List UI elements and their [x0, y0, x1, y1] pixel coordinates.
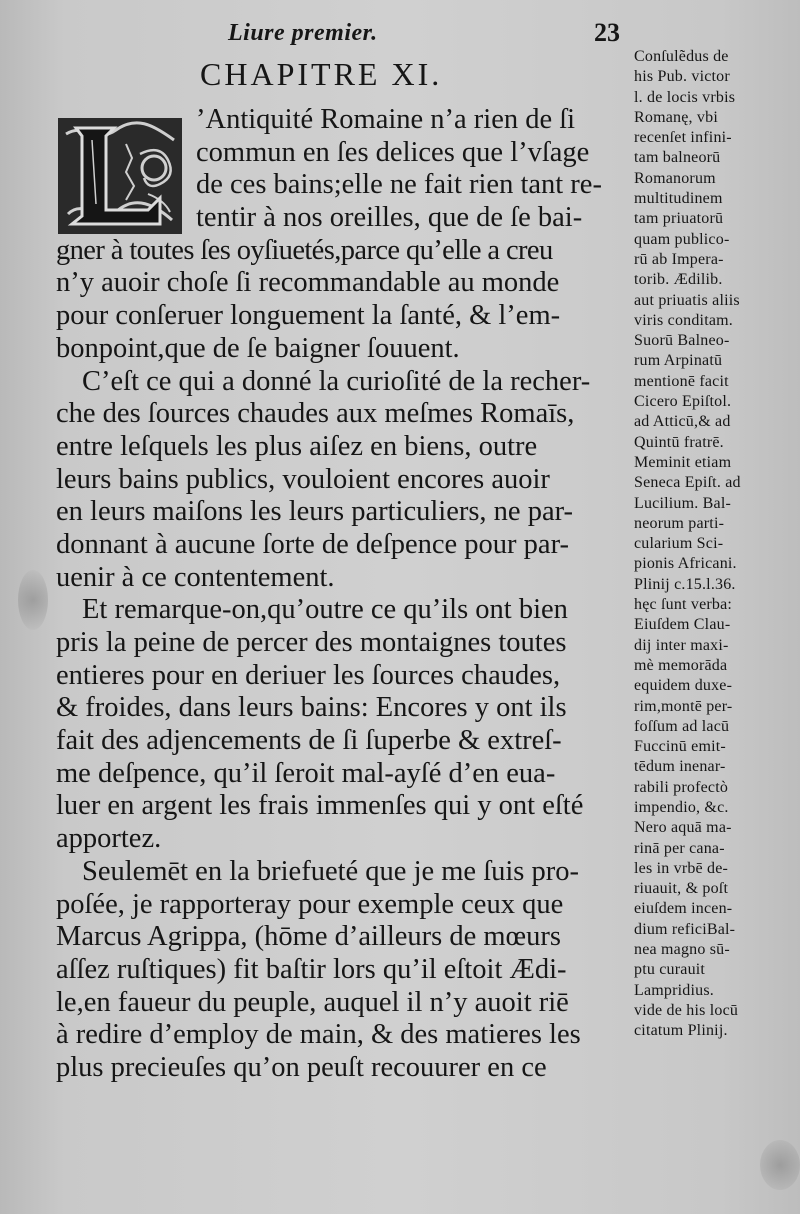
- margin-note-line: cularium Sci-: [634, 535, 724, 553]
- text-line: & froides, dans leurs bains: Encores y ont ils: [56, 692, 567, 724]
- text-line: Marcus Agrippa, (hōme d’ailleurs de mœurs: [56, 921, 561, 953]
- margin-note-line: tam balneorū: [634, 149, 721, 167]
- margin-note-line: l. de locis vrbis: [634, 88, 736, 106]
- text-line: leurs bains publics, vouloient encores auoir: [56, 463, 550, 495]
- page-number: 23: [594, 18, 620, 47]
- paper-stain: [760, 1140, 800, 1190]
- margin-note-line: torib. Ædilib.: [634, 271, 723, 289]
- margin-note-line: Suorū Balneo-: [634, 332, 730, 350]
- text-line: plus precieuſes qu’on peuſt recouurer en ce: [56, 1051, 547, 1083]
- margin-note-line: Fuccinū emit-: [634, 738, 726, 756]
- margin-note-line: Plinij c.15.l.36.: [634, 575, 736, 593]
- running-header: Liure premier.: [228, 20, 378, 46]
- text-line: ’Antiquité Romaine n’a rien de ſi: [196, 104, 576, 135]
- margin-note-line: rabili profectò: [634, 778, 729, 796]
- margin-note-line: vide de his locū: [634, 1001, 739, 1019]
- margin-note-line: Quintū fratrē.: [634, 433, 724, 451]
- text-line: che des ſources chaudes aux meſmes Romaīs,: [56, 398, 575, 430]
- margin-note-line: dium reficiBal-: [634, 920, 736, 938]
- margin-note-line: mè memorāda: [634, 656, 728, 674]
- margin-note-line: aut priuatis aliis: [634, 291, 740, 309]
- chapter-heading: CHAPITRE XI.: [200, 56, 443, 92]
- margin-note-line: rū ab Impera-: [634, 250, 724, 268]
- text-line: n’y auoir choſe ſi recommandable au monde: [56, 267, 560, 299]
- margin-note-line: tēdum inenar-: [634, 758, 726, 776]
- margin-note-line: riuauit, & poſt: [634, 880, 729, 898]
- margin-note-line: quam publico-: [634, 230, 730, 248]
- margin-note-line: Romanę, vbi: [634, 108, 718, 126]
- text-line: en leurs maiſons les leurs particuliers, ne par-: [56, 496, 574, 528]
- margin-note-line: neorum parti-: [634, 514, 725, 532]
- margin-note-line: Nero aquā ma-: [634, 819, 732, 837]
- margin-note-line: impendio, &c.: [634, 798, 729, 816]
- margin-note-line: citatum Plinij.: [634, 1022, 728, 1040]
- margin-note-line: viris conditam.: [634, 311, 733, 329]
- text-line: bonpoint,que de ſe baigner ſouuent.: [56, 332, 460, 364]
- text-line: commun en ſes delices que l’vſage: [196, 136, 590, 168]
- margin-note-line: Eiuſdem Clau-: [634, 616, 731, 634]
- margin-note-line: eiuſdem incen-: [634, 900, 733, 918]
- paper-stain: [18, 570, 48, 630]
- text-line: Seulemēt en la briefueté que je me ſuis pro-: [82, 855, 579, 887]
- margin-note-line: Lampridius.: [634, 981, 714, 999]
- margin-notes: [634, 47, 796, 1042]
- margin-note-line: equidem duxe-: [634, 677, 733, 695]
- margin-note-line: rinā per cana-: [634, 839, 725, 857]
- text-line: pour conſeruer longuement la ſanté, & l’em-: [56, 300, 561, 332]
- margin-note-line: Lucilium. Bal-: [634, 494, 732, 512]
- text-line: entieres pour en deriuer les ſources chaudes,: [56, 659, 561, 691]
- text-line: entre leſquels les plus aiſez en biens, outre: [56, 430, 538, 462]
- text-line: Et remarque-on,qu’outre ce qu’ils ont bien: [82, 594, 568, 626]
- text-line: de ces bains;elle ne fait rien tant re-: [196, 169, 602, 201]
- text-line: uenir à ce contentement.: [56, 561, 335, 593]
- margin-note-line: nea magno sū-: [634, 941, 730, 959]
- margin-note-line: ad Atticū,& ad: [634, 413, 731, 431]
- margin-note-line: pionis Africani.: [634, 555, 737, 573]
- margin-note-line: rum Arpinatū: [634, 352, 723, 370]
- text-line: poſée, je rapporteray pour exemple ceux que: [56, 888, 564, 920]
- margin-note-line: les in vrbē de-: [634, 859, 729, 877]
- text-line: luer en argent les frais immenſes qui y ont eſté: [56, 790, 584, 822]
- margin-note-line: his Pub. victor: [634, 68, 730, 86]
- margin-note-line: rim,montē per-: [634, 697, 733, 715]
- text-line: à redire d’employ de main, & des matieres les: [56, 1019, 581, 1051]
- margin-note-line: dij inter maxi-: [634, 636, 729, 654]
- text-line: fait des adjencements de ſi ſuperbe & extreſ-: [56, 725, 562, 757]
- margin-note-line: multitudinem: [634, 190, 723, 208]
- margin-note-line: recenſet infini-: [634, 129, 732, 147]
- body-text: [56, 104, 642, 1085]
- text-line: aſſez ruſtiques) fit baſtir lors qu’il eſtoit Ædi-: [56, 953, 567, 985]
- text-line: tentir à nos oreilles, que de ſe bai-: [196, 202, 583, 234]
- text-line: le,en faueur du peuple, auquel il n’y auoit riē: [56, 986, 569, 1018]
- text-line: donnant à aucune ſorte de deſpence pour par-: [56, 528, 569, 560]
- margin-note-line: Romanorum: [634, 169, 716, 187]
- text-line: gner à toutes ſes oyſiuetés,parce qu’elle a creu: [56, 234, 553, 266]
- margin-note-line: hęc ſunt verba:: [634, 596, 733, 614]
- text-line: C’eſt ce qui a donné la curioſité de la recher-: [82, 365, 591, 397]
- margin-note-line: tam priuatorū: [634, 210, 724, 228]
- margin-note-line: mentionē facit: [634, 372, 729, 390]
- text-line: pris la peine de percer des montaignes toutes: [56, 627, 567, 658]
- margin-note-line: foſſum ad lacū: [634, 717, 730, 735]
- text-line: apportez.: [56, 823, 162, 855]
- margin-note-line: Meminit etiam: [634, 453, 732, 471]
- margin-note-line: Seneca Epiſt. ad: [634, 474, 741, 492]
- margin-note-line: Conſulẽdus de: [634, 48, 729, 65]
- text-line: me deſpence, qu’il ſeroit mal-ayſé d’en eua-: [56, 757, 556, 789]
- margin-note-line: Cicero Epiſtol.: [634, 393, 732, 411]
- margin-note-line: ptu curauit: [634, 961, 706, 979]
